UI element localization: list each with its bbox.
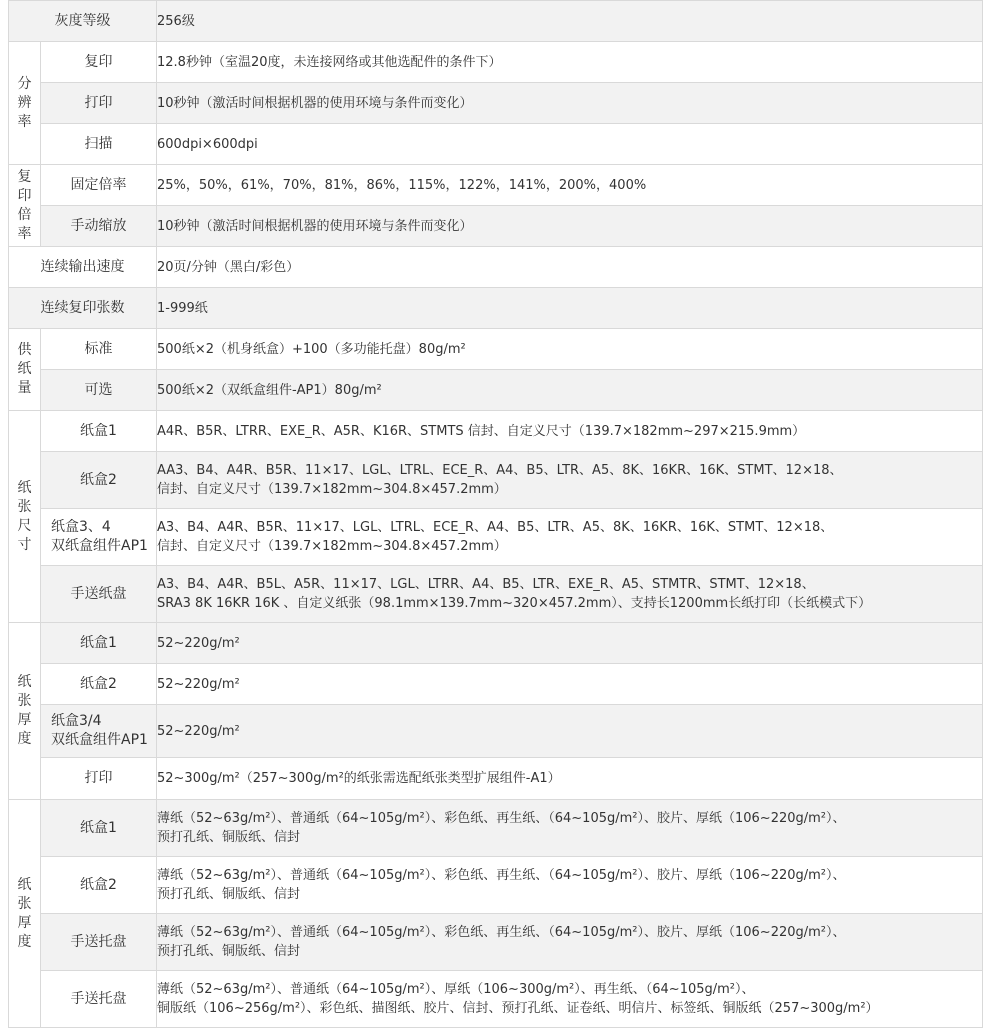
- row-label: 连续复印张数: [9, 288, 157, 329]
- row-value: A4R、B5R、LTRR、EXE_R、A5R、K16R、STMTS 信封、自定义尺寸（139.7×182mm~297×215.9mm）: [157, 411, 983, 452]
- row-label: 可选: [41, 370, 157, 411]
- table-row: [9, 288, 983, 329]
- row-value: 52~300g/m²（257~300g/m²的纸张需选配纸张类型扩展组件-A1）: [157, 758, 983, 800]
- row-label: 连续输出速度: [9, 247, 157, 288]
- row-label: 打印: [41, 758, 157, 800]
- table-row: [9, 329, 983, 370]
- row-label: 纸盒2: [41, 664, 157, 705]
- group-label: 供纸量: [9, 329, 41, 411]
- row-value: 10秒钟（激活时间根据机器的使用环境与条件而变化）: [157, 206, 983, 247]
- row-label: 复印: [41, 42, 157, 83]
- row-label: 手送纸盘: [41, 566, 157, 623]
- table-row: [9, 83, 983, 124]
- row-value: 薄纸（52~63g/m²）、普通纸（64~105g/m²）、彩色纸、再生纸、（64~105g/m²）、胶片、厚纸（106~220g/m²）、 预打孔纸、铜版纸、信封: [157, 800, 983, 857]
- table-row: [9, 411, 983, 452]
- row-value: 52~220g/m²: [157, 705, 983, 758]
- row-value: 12.8秒钟（室温20度，未连接网络或其他选配件的条件下）: [157, 42, 983, 83]
- row-value: A3、B4、A4R、B5R、11×17、LGL、LTRL、ECE_R、A4、B5、LTR、A5、8K、16KR、16K、STMT、12×18、 信封、自定义尺寸（139.7×182mm~304.8×457.2mm）: [157, 509, 983, 566]
- row-label: 手送托盘: [41, 914, 157, 971]
- row-label: 纸盒1: [41, 623, 157, 664]
- table-row: [9, 758, 983, 800]
- group-label: 纸张厚度: [9, 800, 41, 1028]
- group-label: 复印倍率: [9, 165, 41, 247]
- table-row: [9, 42, 983, 83]
- row-label: 纸盒1: [41, 800, 157, 857]
- group-label: 纸张尺寸: [9, 411, 41, 623]
- row-label: 纸盒2: [41, 452, 157, 509]
- row-label: 纸盒1: [41, 411, 157, 452]
- row-label: 手送托盘: [41, 971, 157, 1028]
- row-label: 标准: [41, 329, 157, 370]
- row-value: 薄纸（52~63g/m²）、普通纸（64~105g/m²）、彩色纸、再生纸、（64~105g/m²）、胶片、厚纸（106~220g/m²）、 预打孔纸、铜版纸、信封: [157, 914, 983, 971]
- row-value: 600dpi×600dpi: [157, 124, 983, 165]
- row-label: 灰度等级: [9, 1, 157, 42]
- table-row: [9, 566, 983, 623]
- row-label: 打印: [41, 83, 157, 124]
- row-value: 20页/分钟（黑白/彩色）: [157, 247, 983, 288]
- row-value: 500纸×2（机身纸盒）+100（多功能托盘）80g/m²: [157, 329, 983, 370]
- table-row: [9, 509, 983, 566]
- table-row: [9, 247, 983, 288]
- row-label: 固定倍率: [41, 165, 157, 206]
- table-row: [9, 452, 983, 509]
- row-value: A3、B4、A4R、B5L、A5R、11×17、LGL、LTRR、A4、B5、LTR、EXE_R、A5、STMTR、STMT、12×18、 SRA3 8K 16KR 16K 、自定义纸张（98.1mm×139.7mm~320×457.2mm）、支持长1200mm长纸打印（长纸模式下）: [157, 566, 983, 623]
- row-value: 52~220g/m²: [157, 664, 983, 705]
- row-label: 纸盒3/4 双纸盒组件AP1: [41, 705, 157, 758]
- row-value: 52~220g/m²: [157, 623, 983, 664]
- table-row: [9, 664, 983, 705]
- table-row: [9, 800, 983, 857]
- row-value: 256级: [157, 1, 983, 42]
- row-label: 纸盒2: [41, 857, 157, 914]
- row-value: 1-999纸: [157, 288, 983, 329]
- table-row: [9, 857, 983, 914]
- table-row: [9, 705, 983, 758]
- table-row: [9, 971, 983, 1028]
- table-row: [9, 370, 983, 411]
- row-label: 纸盒3、4 双纸盒组件AP1: [41, 509, 157, 566]
- table-row: [9, 914, 983, 971]
- spec-table: [8, 0, 983, 1028]
- row-label: 手动缩放: [41, 206, 157, 247]
- row-value: 薄纸（52~63g/m²）、普通纸（64~105g/m²）、厚纸（106~300g/m²）、再生纸、（64~105g/m²）、 铜版纸（106~256g/m²）、彩色纸、描图纸、胶片、信封、预打孔纸、证卷纸、明信片、标签纸、铜版纸（257~300g/m²）: [157, 971, 983, 1028]
- row-value: 500纸×2（双纸盒组件-AP1）80g/m²: [157, 370, 983, 411]
- group-label: 分辨率: [9, 42, 41, 165]
- row-value: AA3、B4、A4R、B5R、11×17、LGL、LTRL、ECE_R、A4、B5、LTR、A5、8K、16KR、16K、STMT、12×18、 信封、自定义尺寸（139.7×182mm~304.8×457.2mm）: [157, 452, 983, 509]
- row-value: 25%，50%，61%，70%，81%，86%，115%，122%，141%，200%，400%: [157, 165, 983, 206]
- table-row: [9, 623, 983, 664]
- row-value: 10秒钟（激活时间根据机器的使用环境与条件而变化）: [157, 83, 983, 124]
- table-row: [9, 165, 983, 206]
- row-label: 扫描: [41, 124, 157, 165]
- table-row: [9, 206, 983, 247]
- row-value: 薄纸（52~63g/m²）、普通纸（64~105g/m²）、彩色纸、再生纸、（64~105g/m²）、胶片、厚纸（106~220g/m²）、 预打孔纸、铜版纸、信封: [157, 857, 983, 914]
- group-label: 纸张厚度: [9, 623, 41, 800]
- table-row: [9, 1, 983, 42]
- table-row: [9, 124, 983, 165]
